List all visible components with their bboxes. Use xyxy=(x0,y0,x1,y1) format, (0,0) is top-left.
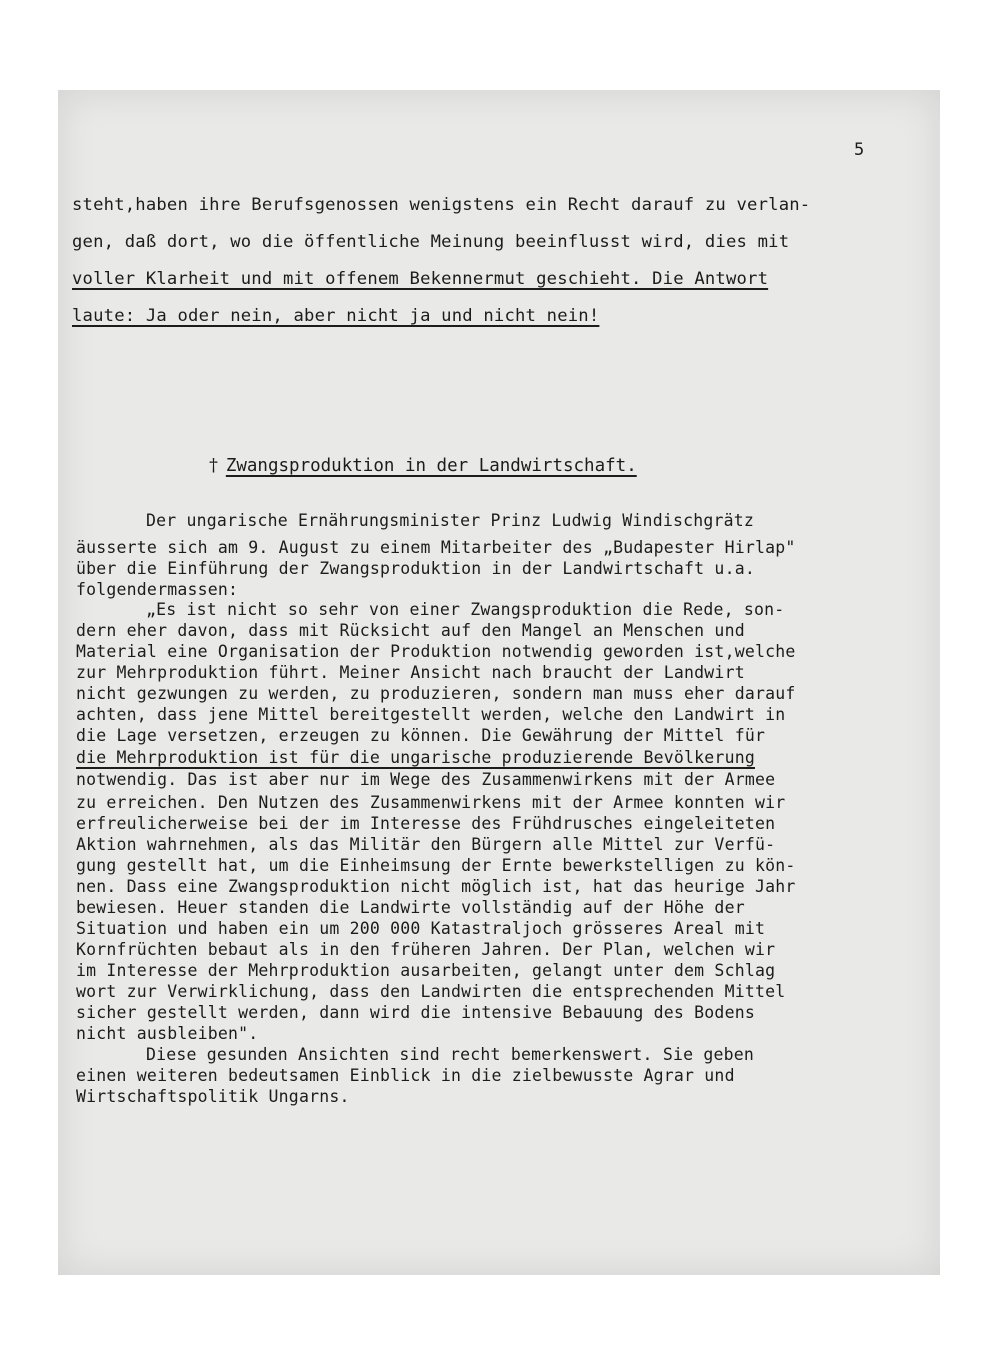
text-line: notwendig. Das ist aber nur im Wege des Zusammenwirkens mit der Armee xyxy=(76,770,776,789)
text-line: steht,haben ihre Berufsgenossen wenigstens ein Recht darauf zu verlan- xyxy=(72,195,811,215)
text-line: Wirtschaftspolitik Ungarns. xyxy=(76,1087,350,1106)
section-heading xyxy=(188,436,637,476)
text-line: zu erreichen. Den Nutzen des Zusammenwirkens mit der Armee konnten wir xyxy=(76,793,786,812)
text-line: sicher gestellt werden, dann wird die intensive Bebauung des Bodens xyxy=(76,1003,755,1022)
text-line: achten, dass jene Mittel bereitgestellt werden, welche den Landwirt in xyxy=(76,705,786,724)
text-line: Aktion wahrnehmen, als das Militär den Bürgern alle Mittel zur Verfü- xyxy=(76,835,776,854)
text-line: die Mehrproduktion ist für die ungarische produzierende Bevölkerung xyxy=(76,748,755,767)
text-line: die Lage versetzen, erzeugen zu können. Die Gewährung der Mittel für xyxy=(76,726,766,745)
text-line: nicht ausbleiben". xyxy=(76,1024,259,1043)
text-line: wort zur Verwirklichung, dass den Landwirten die entsprechenden Mittel xyxy=(76,982,786,1001)
text-line: dern eher davon, dass mit Rücksicht auf den Mangel an Menschen und xyxy=(76,621,745,640)
text-line: im Interesse der Mehrproduktion ausarbeiten, gelangt unter dem Schlag xyxy=(76,961,776,980)
text-line: voller Klarheit und mit offenem Bekennermut geschieht. Die Antwort xyxy=(72,269,769,289)
text-line: erfreulicherweise bei der im Interesse des Frühdrusches eingeleiteten xyxy=(76,814,776,833)
text-line: Der ungarische Ernährungsminister Prinz Ludwig Windischgrätz xyxy=(146,511,755,530)
text-line: Diese gesunden Ansichten sind recht bemerkenswert. Sie geben xyxy=(146,1045,755,1064)
text-line: „Es ist nicht so sehr von einer Zwangsproduktion die Rede, son- xyxy=(146,600,785,619)
text-line: gen, daß dort, wo die öffentliche Meinung beeinflusst wird, dies mit xyxy=(72,232,790,252)
text-line: nen. Dass eine Zwangsproduktion nicht möglich ist, hat das heurige Jahr xyxy=(76,877,796,896)
text-line: bewiesen. Heuer standen die Landwirte vollständig auf der Höhe der xyxy=(76,898,745,917)
heading-text: Zwangsproduktion in der Landwirtschaft. xyxy=(225,456,637,476)
text-line: laute: Ja oder nein, aber nicht ja und nicht nein! xyxy=(72,306,600,326)
text-line: nicht gezwungen zu werden, zu produzieren, sondern man muss eher darauf xyxy=(76,684,796,703)
text-line: Kornfrüchten bebaut als in den früheren Jahren. Der Plan, welchen wir xyxy=(76,940,776,959)
text-line: Material eine Organisation der Produktion notwendig geworden ist,welche xyxy=(76,642,796,661)
page-number: 5 xyxy=(854,140,865,160)
text-line: über die Einführung der Zwangsproduktion in der Landwirtschaft u.a. xyxy=(76,559,755,578)
dagger-mark: † xyxy=(209,456,218,476)
text-line: äusserte sich am 9. August zu einem Mitarbeiter des „Budapester Hirlap" xyxy=(76,538,796,557)
text-line: einen weiteren bedeutsamen Einblick in die zielbewusste Agrar und xyxy=(76,1066,735,1085)
text-line: folgendermassen: xyxy=(76,580,239,599)
text-line: gung gestellt hat, um die Einheimsung der Ernte bewerkstelligen zu kön- xyxy=(76,856,796,875)
text-line: Situation und haben ein um 200 000 Katastraljoch grösseres Areal mit xyxy=(76,919,766,938)
text-line: zur Mehrproduktion führt. Meiner Ansicht nach braucht der Landwirt xyxy=(76,663,745,682)
